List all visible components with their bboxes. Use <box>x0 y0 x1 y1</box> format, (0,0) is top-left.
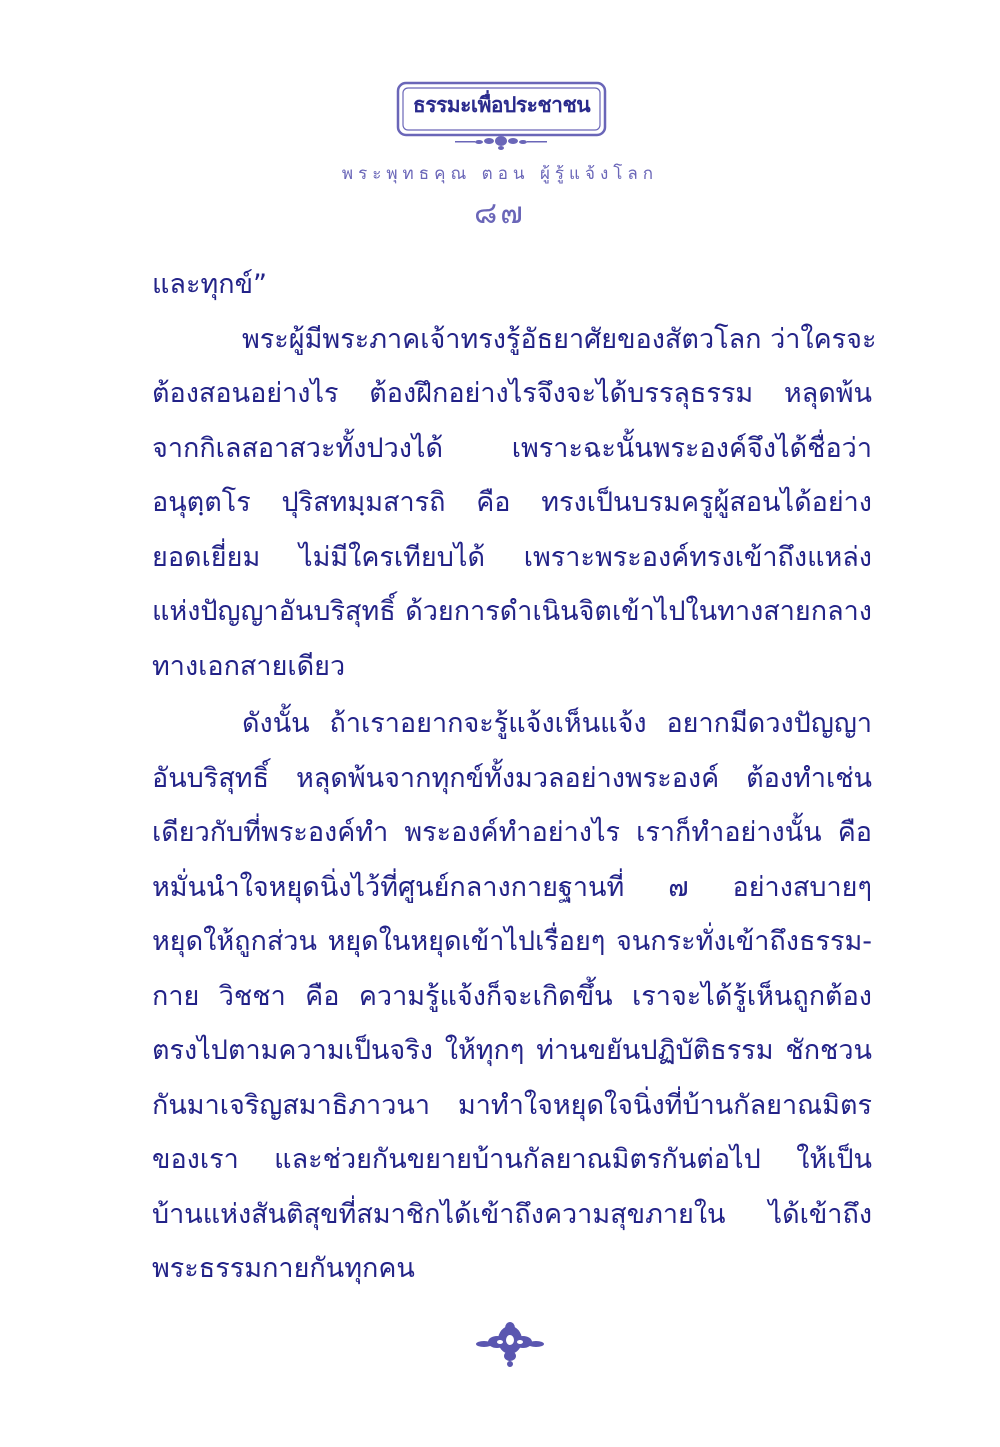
text-line: และทุกข์” <box>152 269 268 300</box>
text-line: อนุตฺตโร ปุริสทมฺมสารถิ คือ ทรงเป็นบรมครูผู้สอนได้อย่าง <box>152 487 872 518</box>
body-text <box>152 258 877 1297</box>
text-line: ยอดเยี่ยม ไม่มีใครเทียบได้ เพราะพระองค์ทรงเข้าถึงแหล่ง <box>152 541 872 573</box>
text-line: ต้องสอนอย่างไร ต้องฝึกอย่างไรจึงจะได้บรรลุธรรม หลุดพ้น <box>152 378 872 409</box>
text-line: บ้านแห่งสันติสุขที่สมาชิกได้เข้าถึงความสุขภายใน ได้เข้าถึง <box>152 1198 872 1230</box>
text-line: หยุดให้ถูกส่วน หยุดในหยุดเข้าไปเรื่อยๆ จนกระทั่งเข้าถึงธรรม- <box>152 926 872 957</box>
floral-ornament-icon <box>470 1318 550 1368</box>
running-title: พระพุทธคุณ ตอน ผู้รู้แจ้งโลก <box>341 164 659 184</box>
text-line: หมั่นนำใจหยุดนิ่งไว้ที่ศูนย์กลางกายฐานที่ ๗ อย่างสบายๆ <box>152 871 872 903</box>
text-line: ทางเอกสายเดียว <box>152 650 346 682</box>
text-line: พระผู้มีพระภาคเจ้าทรงรู้อัธยาศัยของสัตวโลก ว่าใครจะ <box>242 323 877 355</box>
logo-title: ธรรมะเพื่อประชาชน <box>412 93 591 117</box>
text-line: อันบริสุทธิ์ หลุดพ้นจากทุกข์ทั้งมวลอย่างพระองค์ ต้องทำเช่น <box>152 762 872 794</box>
text-line: ดังนั้น ถ้าเราอยากจะรู้แจ้งเห็นแจ้ง อยากมีดวงปัญญา <box>242 708 872 739</box>
text-line: กาย วิชชา คือ ความรู้แจ้งก็จะเกิดขึ้น เราจะได้รู้เห็นถูกต้อง <box>152 980 872 1012</box>
header-logo <box>395 80 608 151</box>
text-line: เดียวกับที่พระองค์ทำ พระองค์ทำอย่างไร เราก็ทำอย่างนั้น คือ <box>152 817 872 848</box>
text-line: พระธรรมกายกันทุกคน <box>152 1253 415 1284</box>
text-line: กันมาเจริญสมาธิภาวนา มาทำใจหยุดใจนิ่งที่บ้านกัลยาณมิตร <box>152 1089 872 1121</box>
text-line: ตรงไปตามความเป็นจริง ให้ทุกๆ ท่านขยันปฏิบัติธรรม ชักชวน <box>152 1035 872 1066</box>
text-line: ของเรา และช่วยกันขยายบ้านกัลยาณมิตรกันต่อไป ให้เป็น <box>152 1144 872 1175</box>
text-line: แห่งปัญญาอันบริสุทธิ์ ด้วยการดำเนินจิตเข้าไปในทางสายกลาง <box>152 596 872 627</box>
page-number: ๘๗ <box>474 196 526 231</box>
text-line: จากกิเลสอาสวะทั้งปวงได้ เพราะฉะนั้นพระองค์จึงได้ชื่อว่า <box>152 432 872 464</box>
